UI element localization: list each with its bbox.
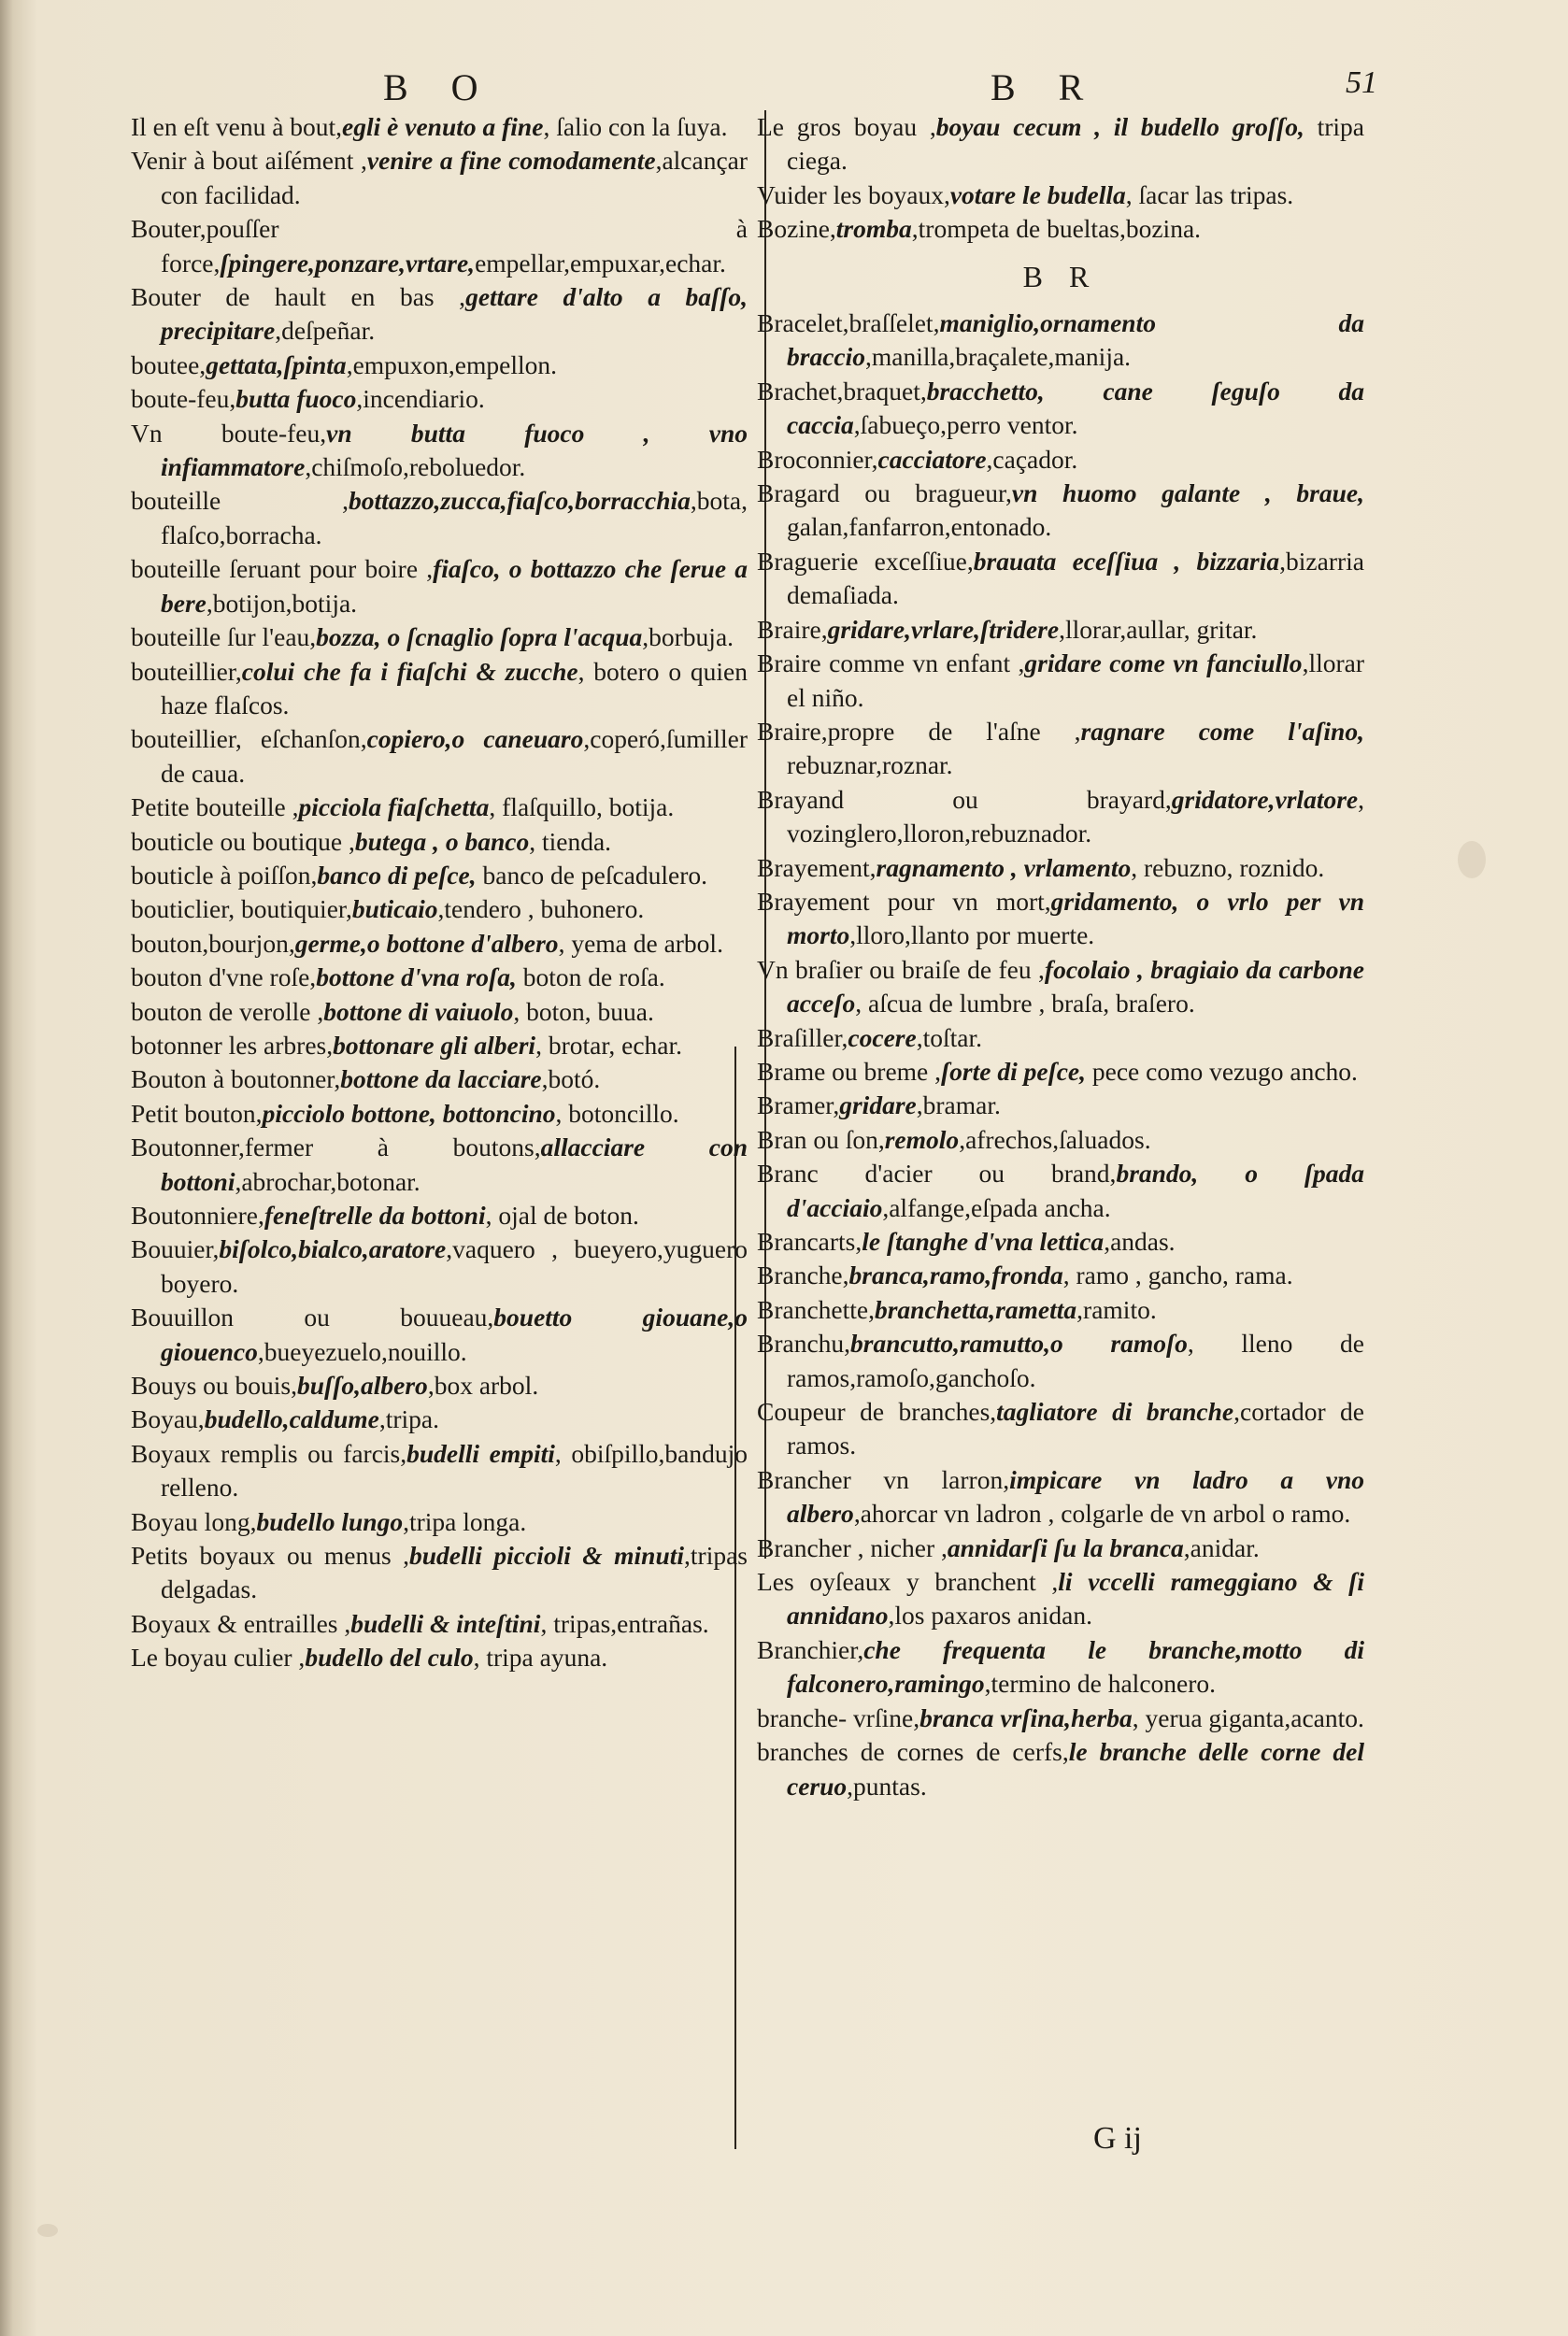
- italian-translation: gridare: [839, 1090, 917, 1120]
- italian-translation: boyau cecum , il budello groſſo,: [935, 112, 1304, 141]
- italian-translation: gridare,vrlare,ſtridere: [827, 614, 1060, 644]
- dictionary-entry: [131, 417, 748, 485]
- french-headword: Bouter,pouſſer à force,: [131, 214, 748, 278]
- dictionary-entry: [757, 1293, 1364, 1327]
- dictionary-entry: [131, 722, 748, 791]
- french-headword: boute-feu,: [131, 384, 236, 414]
- spanish-translation: ,llorar el niño.: [787, 648, 1364, 712]
- italian-translation: gettare d'alto a baſſo, precipitare: [161, 282, 748, 346]
- french-headword: Coupeur de branches,: [757, 1397, 997, 1427]
- dictionary-entry: [757, 783, 1364, 851]
- spanish-translation: ,ahorcar vn ladron , colgarle de vn arbol o ramo.: [853, 1499, 1351, 1529]
- dictionary-entry: [757, 110, 1364, 178]
- dictionary-entry: [131, 1199, 748, 1232]
- french-headword: Boyaux remplis ou farcis,: [131, 1438, 407, 1468]
- french-headword: Brayement,: [757, 852, 877, 882]
- dictionary-entry: [131, 382, 748, 416]
- spanish-translation: ,empuxon,empellon.: [346, 349, 557, 379]
- dictionary-entry: [131, 212, 748, 280]
- french-headword: bouticle à poiſſon,: [131, 860, 318, 890]
- french-headword: Brachet,braquet,: [757, 376, 927, 406]
- right-column-entries-b: [757, 306, 1364, 1803]
- italian-translation: picciola fiaſchetta: [298, 792, 490, 822]
- french-headword: Branchette,: [757, 1294, 875, 1324]
- spanish-translation: , flaſquillo, botija.: [489, 792, 675, 822]
- dictionary-entry: [131, 1097, 748, 1131]
- dictionary-entry: [131, 552, 748, 620]
- french-headword: Braire comme vn enfant ,: [757, 648, 1025, 678]
- italian-translation: li vccelli rameggiano & ſi annidano: [787, 1567, 1364, 1631]
- spanish-translation: ,deſpeñar.: [275, 316, 376, 346]
- spanish-translation: , yema de arbol.: [558, 928, 723, 958]
- spanish-translation: ,incendiario.: [356, 384, 485, 414]
- spanish-translation: , aſcua de lumbre , braſa, braſero.: [855, 989, 1195, 1018]
- dictionary-entry: [757, 647, 1364, 715]
- dictionary-entry: [757, 613, 1364, 647]
- dictionary-entry: [757, 477, 1364, 545]
- italian-translation: biſolco,bialco,aratore: [219, 1234, 447, 1264]
- french-headword: Bouter de hault en bas ,: [131, 282, 466, 312]
- dictionary-entry: [757, 953, 1364, 1021]
- french-headword: Braire,propre de l'aſne ,: [757, 716, 1081, 746]
- spanish-translation: , vozinglero,lloron,rebuznador.: [787, 784, 1364, 848]
- french-headword: Branchu,: [757, 1329, 851, 1359]
- italian-translation: ſorte di peſce,: [941, 1056, 1087, 1086]
- french-headword: Vn braſier ou braiſe de feu ,: [757, 954, 1045, 984]
- dictionary-entry: [757, 1157, 1364, 1225]
- italian-translation: copiero,o caneuaro: [366, 724, 584, 754]
- spanish-translation: , ſacar las tripas.: [1125, 179, 1294, 209]
- french-headword: bouton de verolle ,: [131, 996, 324, 1026]
- french-headword: Brame ou breme ,: [757, 1056, 942, 1086]
- italian-translation: votare le budella: [949, 179, 1126, 209]
- page-number: 51: [1346, 65, 1377, 100]
- italian-translation: buticaio: [351, 894, 438, 924]
- italian-translation: bottone da lacciare: [340, 1064, 542, 1094]
- spanish-translation: ,botó.: [541, 1064, 601, 1094]
- dictionary-entry: [131, 1062, 748, 1096]
- italian-translation: bozza, o ſcnaglio ſopra l'acqua: [316, 622, 643, 652]
- dictionary-entry: [131, 144, 748, 212]
- dictionary-entry: [757, 306, 1364, 375]
- dictionary-entry: [131, 1607, 748, 1641]
- dictionary-entry: [131, 1232, 748, 1301]
- french-headword: Bouuillon ou bouueau,: [131, 1303, 494, 1332]
- spanish-translation: tripa ciega.: [787, 112, 1364, 176]
- dictionary-entry: [131, 1437, 748, 1505]
- dictionary-entry: [131, 825, 748, 859]
- spanish-translation: ,box arbol.: [427, 1371, 539, 1401]
- dictionary-entry: [757, 178, 1364, 212]
- spanish-translation: rebuznar,roznar.: [787, 750, 953, 780]
- dictionary-entry: [757, 715, 1364, 783]
- italian-translation: ragnare come l'aſino,: [1080, 716, 1364, 746]
- french-headword: Boutonner,fermer à boutons,: [131, 1132, 541, 1162]
- italian-translation: cacciatore: [877, 444, 987, 474]
- italian-translation: brando, o ſpada d'acciaio: [787, 1159, 1364, 1222]
- italian-translation: fiaſco, o bottazzo che ſerue a bere: [161, 554, 748, 618]
- french-headword: Les oyſeaux y branchent ,: [757, 1567, 1059, 1597]
- italian-translation: germe,o bottone d'albero: [294, 928, 559, 958]
- dictionary-entry: [757, 1633, 1364, 1702]
- french-headword: Bracelet,braſſelet,: [757, 308, 940, 338]
- italian-translation: picciolo bottone, bottoncino: [262, 1098, 556, 1128]
- spanish-translation: ,chiſmoſo,reboluedor.: [305, 452, 526, 482]
- spanish-translation: ,lloro,llanto por muerte.: [849, 920, 1095, 950]
- spanish-translation: empellar,empuxar,echar.: [475, 248, 726, 278]
- french-headword: Bran ou ſon,: [757, 1124, 885, 1154]
- italian-translation: bottonare gli alberi: [333, 1030, 536, 1060]
- french-headword: branches de cornes de cerfs,: [757, 1737, 1069, 1767]
- italian-translation: budelli & inteſtini: [350, 1608, 541, 1638]
- dictionary-entry: [131, 110, 748, 144]
- dictionary-entry: [757, 1055, 1364, 1089]
- french-headword: Braſiller,: [757, 1022, 848, 1052]
- french-headword: Broconnier,: [757, 444, 878, 474]
- italian-translation: che frequenta le branche,motto di falconero,ramingo: [787, 1634, 1364, 1699]
- dictionary-entry: [757, 1531, 1364, 1565]
- spanish-translation: ,caçador.: [986, 444, 1078, 474]
- dictionary-entry: [757, 212, 1364, 246]
- italian-translation: budello lungo: [256, 1506, 404, 1536]
- italian-translation: brauata eceſſiua , bizzaria: [973, 546, 1280, 576]
- spanish-translation: banco de peſcadulero.: [476, 860, 708, 890]
- french-headword: Brayement pour vn mort,: [757, 886, 1051, 916]
- french-headword: Boyau long,: [131, 1506, 257, 1536]
- italian-translation: budelli empiti: [406, 1438, 555, 1468]
- italian-translation: budelli piccioli & minuti: [409, 1541, 685, 1571]
- spanish-translation: ,abrochar,botonar.: [235, 1166, 421, 1196]
- spanish-translation: , tripa ayuna.: [473, 1643, 608, 1673]
- spanish-translation: ,alcançar con facilidad.: [161, 146, 748, 209]
- right-column: [757, 110, 1364, 1803]
- spanish-translation: ,afrechos,ſaluados.: [959, 1124, 1151, 1154]
- french-headword: bouton d'vne roſe,: [131, 962, 317, 992]
- spanish-translation: , obiſpillo,bandujo relleno.: [161, 1438, 748, 1503]
- ink-spot: [37, 2224, 58, 2237]
- dictionary-entry: [757, 443, 1364, 477]
- spanish-translation: ,bizarria demaſiada.: [787, 546, 1364, 610]
- spanish-translation: ,ſabueço,perro ventor.: [853, 410, 1078, 440]
- dictionary-entry: [131, 1539, 748, 1607]
- italian-translation: colui che fa i fiaſchi & zucche: [241, 656, 578, 686]
- french-headword: Il en eſt venu à bout,: [131, 112, 343, 141]
- dictionary-entry: [757, 1259, 1364, 1292]
- dictionary-entry: [757, 1327, 1364, 1395]
- spanish-translation: ,andas.: [1104, 1227, 1176, 1256]
- spanish-translation: , ojal de boton.: [485, 1201, 639, 1230]
- french-headword: Vn boute-feu,: [131, 418, 327, 448]
- dictionary-entry: [131, 1403, 748, 1436]
- spanish-translation: ,bramar.: [916, 1090, 1001, 1120]
- spanish-translation: ,trompeta de bueltas,bozina.: [911, 214, 1202, 244]
- spanish-translation: , botero o quien haze flaſcos.: [161, 656, 748, 719]
- french-headword: Bouys ou bouis,: [131, 1371, 298, 1401]
- spanish-translation: ,borbuja.: [642, 622, 734, 652]
- italian-translation: maniglio,ornamento da braccio: [787, 308, 1364, 372]
- french-headword: Le boyau culier ,: [131, 1643, 306, 1673]
- dictionary-entry: [131, 1505, 748, 1539]
- french-headword: boutee,: [131, 349, 207, 379]
- italian-translation: branca vrſina,herba: [919, 1702, 1133, 1732]
- dictionary-entry: [757, 885, 1364, 953]
- spanish-translation: ,manilla,braçalete,manija.: [865, 342, 1132, 372]
- section-heading: B R: [1022, 259, 1099, 293]
- french-headword: bouton,bourjon,: [131, 928, 295, 958]
- french-headword: bouticle ou boutique ,: [131, 826, 355, 856]
- spanish-translation: , botoncillo.: [555, 1098, 679, 1128]
- dictionary-entry: [131, 1029, 748, 1062]
- spanish-translation: ,bueyezuelo,nouillo.: [257, 1336, 467, 1366]
- spanish-translation: , lleno de ramos,ramoſo,ganchoſo.: [787, 1329, 1364, 1392]
- spanish-translation: , brotar, echar.: [535, 1030, 683, 1060]
- spanish-translation: ,tripa longa.: [403, 1506, 527, 1536]
- italian-translation: butega , o banco: [354, 826, 530, 856]
- spanish-translation: ,termino de halconero.: [984, 1669, 1217, 1699]
- dictionary-entry: [131, 655, 748, 723]
- italian-translation: ſpingere,ponzare,vrtare,: [220, 248, 476, 278]
- french-headword: bouteillier, eſchanſon,: [131, 724, 367, 754]
- dictionary-entry: [131, 995, 748, 1029]
- dictionary-entry: [757, 1225, 1364, 1259]
- italian-translation: bouetto giouane,o giouenco: [161, 1303, 748, 1366]
- dictionary-entry: [131, 484, 748, 552]
- italian-translation: gridatore,vrlatore: [1171, 784, 1359, 814]
- spanish-translation: , boton, buua.: [513, 996, 654, 1026]
- italian-translation: banco di peſce,: [317, 860, 477, 890]
- spanish-translation: ,coperó,ſumiller de caua.: [161, 724, 748, 788]
- dictionary-entry: [757, 375, 1364, 443]
- spanish-translation: , tienda.: [529, 826, 612, 856]
- french-headword: Braire,: [757, 614, 828, 644]
- french-headword: Petit bouton,: [131, 1098, 263, 1128]
- spanish-translation: boton de roſa.: [516, 962, 665, 992]
- header-left: B O: [383, 66, 495, 108]
- italian-translation: feneſtrelle da bottoni: [264, 1201, 486, 1230]
- header-right: B R: [991, 66, 1101, 108]
- french-headword: bouteille ſeruant pour boire ,: [131, 554, 434, 584]
- spanish-translation: , ramo , gancho, rama.: [1062, 1261, 1293, 1290]
- italian-translation: ragnamento , vrlamento: [876, 852, 1132, 882]
- dictionary-entry: [757, 1735, 1364, 1803]
- french-headword: Brayand ou brayard,: [757, 784, 1172, 814]
- italian-translation: bottone d'vna roſa,: [316, 962, 517, 992]
- spanish-translation: ,ramito.: [1076, 1294, 1157, 1324]
- french-headword: Le gros boyau ,: [757, 112, 936, 141]
- italian-translation: tagliatore di branche: [996, 1397, 1234, 1427]
- french-headword: Venir à bout aiſément ,: [131, 146, 367, 176]
- french-headword: botonner les arbres,: [131, 1030, 334, 1060]
- french-headword: bouticlier, boutiquier,: [131, 894, 352, 924]
- french-headword: bouteillier,: [131, 656, 242, 686]
- spanish-translation: , yerua giganta,acanto.: [1132, 1702, 1364, 1732]
- french-headword: Branche,: [757, 1261, 849, 1290]
- dictionary-entry: [757, 1089, 1364, 1122]
- french-headword: branche- vrſine,: [757, 1702, 920, 1732]
- dictionary-entry: [131, 1131, 748, 1199]
- french-headword: Petite bouteille ,: [131, 792, 299, 822]
- dictionary-entry: [131, 927, 748, 961]
- french-headword: Brancher , nicher ,: [757, 1532, 948, 1562]
- french-headword: Bozine,: [757, 214, 836, 244]
- french-headword: Bragard ou bragueur,: [757, 478, 1012, 508]
- french-headword: Branc d'acier ou brand,: [757, 1159, 1117, 1189]
- spanish-translation: ,toſtar.: [916, 1022, 982, 1052]
- dictionary-entry: [757, 1395, 1364, 1463]
- italian-translation: branchetta,rametta: [874, 1294, 1077, 1324]
- french-headword: Brancarts,: [757, 1227, 862, 1256]
- dictionary-entry: [757, 851, 1364, 885]
- italian-translation: branca,ramo,fronda: [848, 1261, 1063, 1290]
- french-headword: Braguerie exceſſiue,: [757, 546, 974, 576]
- italian-translation: budello del culo: [305, 1643, 474, 1673]
- italian-translation: venire a fine comodamente: [366, 146, 656, 176]
- dictionary-entry: [131, 349, 748, 382]
- dictionary-entry: [131, 1369, 748, 1403]
- spanish-translation: ,vaquero , bueyero,yuguero boyero.: [161, 1234, 748, 1298]
- italian-translation: gettata,ſpinta: [206, 349, 347, 379]
- spanish-translation: , tripas,entrañas.: [540, 1608, 709, 1638]
- dictionary-entry: [757, 1123, 1364, 1157]
- dictionary-entry: [131, 1301, 748, 1369]
- spanish-translation: ,alfange,eſpada ancha.: [882, 1192, 1111, 1222]
- dictionary-entry: [131, 791, 748, 824]
- spanish-translation: ,los paxaros anidan.: [888, 1601, 1092, 1631]
- spanish-translation: ,anidar.: [1183, 1532, 1260, 1562]
- french-headword: Petits boyaux ou menus ,: [131, 1541, 410, 1571]
- spanish-translation: galan,fanfarron,entonado.: [787, 512, 1052, 542]
- italian-translation: bottazzo,zucca,fiaſco,borracchia: [349, 486, 691, 516]
- italian-translation: gridamento, o vrlo per vn morto: [787, 886, 1364, 950]
- running-header: [0, 56, 1568, 112]
- dictionary-entry: [131, 859, 748, 892]
- dictionary-entry: [131, 892, 748, 926]
- spanish-translation: , ſalio con la ſuya.: [543, 112, 728, 141]
- dictionary-entry: [757, 545, 1364, 613]
- dictionary-entry: [131, 620, 748, 654]
- italian-translation: butta fuoco: [235, 384, 357, 414]
- page-stain: [1458, 841, 1486, 878]
- french-headword: Boyaux & entrailles ,: [131, 1608, 351, 1638]
- italian-translation: gridare come vn fanciullo: [1024, 648, 1303, 678]
- dictionary-entry: [131, 280, 748, 349]
- dictionary-entry: [131, 1641, 748, 1674]
- italian-translation: impicare vn ladro a vno albero: [787, 1464, 1364, 1529]
- italian-translation: le branche delle corne del ceruo: [787, 1737, 1364, 1801]
- spanish-translation: ,tripa.: [378, 1404, 439, 1434]
- spanish-translation: ,llorar,aullar, gritar.: [1059, 614, 1258, 644]
- italian-translation: cocere: [848, 1022, 917, 1052]
- right-column-entries-a: [757, 110, 1364, 247]
- spanish-translation: pece como vezugo ancho.: [1086, 1056, 1358, 1086]
- left-column: [131, 110, 748, 1675]
- spanish-translation: ,tripas delgadas.: [161, 1541, 748, 1604]
- dictionary-entry: [757, 1702, 1364, 1735]
- french-headword: Bouton à boutonner,: [131, 1064, 341, 1094]
- italian-translation: bracchetto, cane ſeguſo da caccia: [787, 376, 1364, 440]
- french-headword: Bramer,: [757, 1090, 840, 1120]
- italian-translation: buſſo,albero: [297, 1371, 428, 1401]
- italian-translation: allacciare con bottoni: [161, 1132, 748, 1196]
- italian-translation: brancutto,ramutto,o ramoſo: [850, 1329, 1188, 1359]
- spanish-translation: ,tendero , buhonero.: [437, 894, 645, 924]
- spanish-translation: ,cortador de ramos.: [787, 1397, 1365, 1460]
- signature-mark: G ij: [1093, 2121, 1142, 2156]
- french-headword: Vuider les boyaux,: [757, 179, 950, 209]
- italian-translation: egli è venuto a fine: [342, 112, 544, 141]
- italian-translation: tromba: [835, 214, 912, 244]
- spanish-translation: , rebuzno, roznido.: [1131, 852, 1325, 882]
- italian-translation: vn huomo galante , braue,: [1011, 478, 1364, 508]
- italian-translation: focolaio , bragiaio da carbone acceſo: [787, 954, 1364, 1018]
- dictionary-entry: [757, 1565, 1364, 1633]
- italian-translation: le ſtanghe d'vna lettica: [862, 1227, 1105, 1256]
- french-headword: Bouuier,: [131, 1234, 220, 1264]
- french-headword: bouteille ,: [131, 486, 349, 516]
- italian-translation: bottone di vaiuolo: [323, 996, 514, 1026]
- spanish-translation: ,puntas.: [847, 1771, 927, 1801]
- italian-translation: remolo: [884, 1124, 960, 1154]
- italian-translation: vn butta fuoco , vno infiammatore: [161, 418, 748, 482]
- spanish-translation: ,botijon,botija.: [206, 588, 358, 618]
- french-headword: Boutonniere,: [131, 1201, 264, 1230]
- spanish-translation: ,bota, flaſco,borracha.: [161, 486, 748, 549]
- french-headword: bouteille ſur l'eau,: [131, 622, 317, 652]
- italian-translation: annidarſi ſu la branca: [947, 1532, 1184, 1562]
- dictionary-entry: [757, 1463, 1364, 1531]
- french-headword: Brancher vn larron,: [757, 1464, 1010, 1494]
- dictionary-entry: [131, 961, 748, 994]
- dictionary-entry: [757, 1021, 1364, 1055]
- french-headword: Branchier,: [757, 1634, 864, 1664]
- french-headword: Boyau,: [131, 1404, 205, 1434]
- italian-translation: budello,caldume: [204, 1404, 379, 1434]
